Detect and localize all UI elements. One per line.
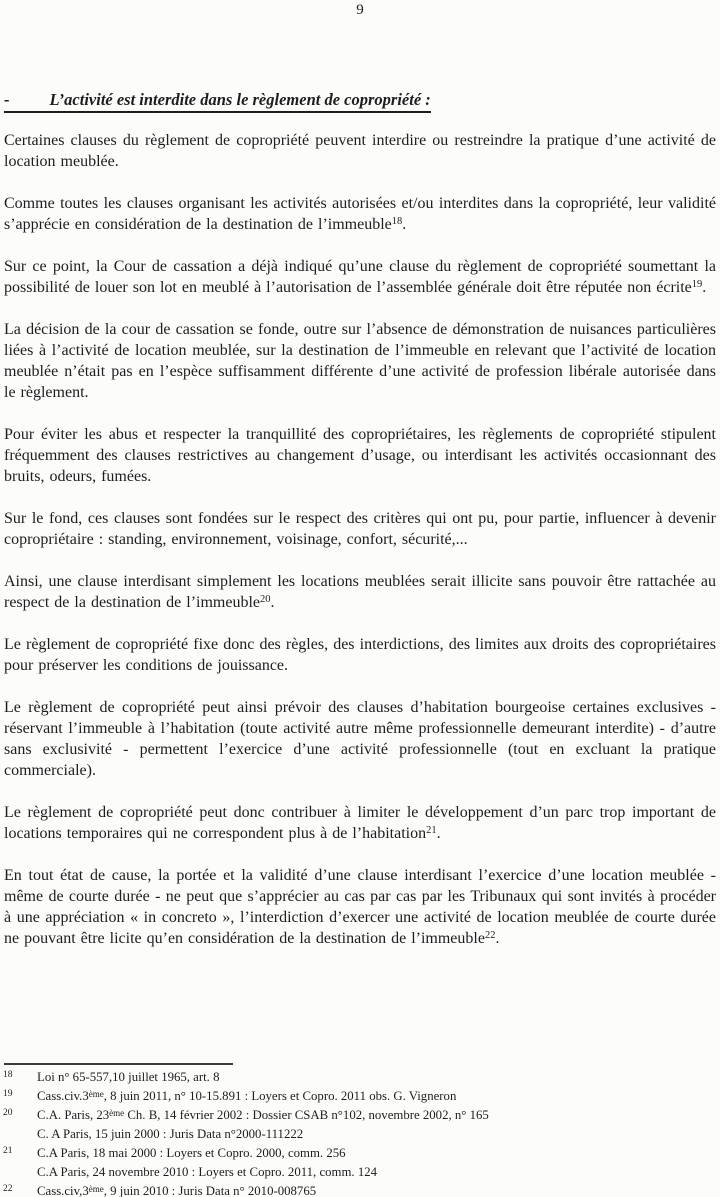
footnote-line bbox=[3, 1068, 718, 1087]
footnote-line bbox=[3, 1125, 718, 1144]
heading-dash: - bbox=[4, 90, 10, 109]
footnote-ref: 20 bbox=[260, 594, 271, 605]
paragraph: Pour éviter les abus et respecter la tranquillité des copropriétaires, les règlements de copropriété stipulent fréquemment des clauses restrictives au changement d’usage, ou interdisant les activités occasionnant des bruits, odeurs, fumées. bbox=[4, 426, 716, 485]
paragraph: Comme toutes les clauses organisant les activités autorisées et/ou interdites dans la copropriété, leur validité s’apprécie en considération de la destination de l’immeuble$^{18}$. bbox=[4, 195, 716, 233]
footnote-ref: ème bbox=[88, 1184, 104, 1194]
footnote-number bbox=[3, 1161, 37, 1180]
footnote-text: C.A. Paris, 23ème Ch. B, 14 février 2002 : Dossier CSAB n°102, novembre 2002, n° 165 bbox=[37, 1108, 489, 1122]
body-paragraphs bbox=[4, 130, 716, 949]
footnote-number: 19 bbox=[3, 1089, 13, 1099]
page-content bbox=[4, 90, 716, 970]
paragraph: Le règlement de copropriété fixe donc des règles, des interdictions, des limites aux droits des copropriétaires pour préserver les conditions de jouissance. bbox=[4, 636, 716, 674]
footnote-separator bbox=[4, 1063, 233, 1065]
footnote-ref: 19 bbox=[691, 279, 703, 290]
footnote-text: Cass.civ,3ème, 9 juin 2010 : Juris Data n° 2010-008765 bbox=[37, 1184, 317, 1197]
paragraph: Le règlement de copropriété peut ainsi prévoir des clauses d’habitation bourgeoise certaines exclusives - réservant l’immeuble à l’habitation (toute activité autre même professionnelle demeurant interdite) - d’autre sans exclusivité - permettent l’exercice d’une activité professionnelle (tout en excluant la pratique commerciale). bbox=[4, 699, 716, 779]
footnote-number bbox=[3, 1123, 37, 1142]
footnote-line bbox=[3, 1144, 718, 1163]
heading-text: L’activité est interdite dans le règlement de copropriété : bbox=[49, 90, 431, 109]
footnote-text: Loi n° 65-557,10 juillet 1965, art. 8 bbox=[37, 1070, 220, 1084]
section-heading bbox=[4, 90, 716, 113]
footnotes bbox=[3, 1068, 718, 1197]
footnote-line bbox=[3, 1163, 718, 1182]
paragraph: Certaines clauses du règlement de copropriété peuvent interdire ou restreindre la pratique d’une activité de location meublée. bbox=[4, 132, 716, 170]
paragraph: La décision de la cour de cassation se fonde, outre sur l’absence de démonstration de nuisances particulières liées à l’activité de location meublée, sur la destination de l’immeuble en relevant que l’activité de location meublée n’était pas en l’espèce suffisamment différente d’une activité de profession libérale autorisée dans le règlement. bbox=[4, 321, 716, 401]
footnote-line bbox=[3, 1106, 718, 1125]
paragraph: En tout état de cause, la portée et la validité d’une clause interdisant l’exercice d’une location meublée - même de courte durée - ne peut que s’apprécier au cas par cas par les Tribunaux qui sont invités à procéder à une appréciation « in concreto », l’interdiction d’exercer une activité de location meublée de courte durée ne pouvant être licite qu’en considération de la destination de l’immeuble$^{22}$. bbox=[4, 867, 716, 947]
footnote-line bbox=[3, 1087, 718, 1106]
paragraph: Ainsi, une clause interdisant simplement les locations meublées serait illicite sans pouvoir être rattachée au respect de la destination de l’immeuble$^{20}$. bbox=[4, 573, 716, 611]
footnote-ref: ème bbox=[88, 1089, 104, 1099]
footnote-list bbox=[3, 1068, 718, 1197]
footnote-text: C.A Paris, 18 mai 2000 : Loyers et Copro. 2000, comm. 256 bbox=[37, 1146, 346, 1160]
section-heading-underline bbox=[4, 90, 431, 113]
footnote-text: C.A Paris, 24 novembre 2010 : Loyers et Copro. 2011, comm. 124 bbox=[37, 1165, 378, 1179]
paragraph: Sur ce point, la Cour de cassation a déjà indiqué qu’une clause du règlement de copropriété soumettant la possibilité de louer son lot en meublé à l’autorisation de l’assemblée générale doit être réputée non écrite$^{19}$. bbox=[4, 258, 716, 296]
paragraph: Le règlement de copropriété peut donc contribuer à limiter le développement d’un parc trop important de locations temporaires qui ne correspondent plus à de l’habitation$^{21}$. bbox=[4, 804, 716, 842]
paragraph: Sur le fond, ces clauses sont fondées sur le respect des critères qui ont pu, pour partie, influencer à devenir copropriétaire : standing, environnement, voisinage, confort, sécurité,... bbox=[4, 510, 716, 548]
footnote-ref: ème bbox=[109, 1108, 125, 1118]
footnote-number: 18 bbox=[3, 1070, 13, 1080]
footnote-number: 21 bbox=[3, 1146, 13, 1156]
footnote-line bbox=[3, 1182, 718, 1197]
footnote-number: 20 bbox=[3, 1108, 13, 1118]
footnote-text: C. A Paris, 15 juin 2000 : Juris Data n°2000-111222 bbox=[37, 1127, 304, 1141]
footnote-number: 22 bbox=[3, 1184, 13, 1194]
footnote-text: Cass.civ.3ème, 8 juin 2011, n° 10-15.891 : Loyers et Copro. 2011 obs. G. Vigneron bbox=[37, 1089, 457, 1103]
footnote-ref: 18 bbox=[391, 216, 403, 227]
footnote-ref: 21 bbox=[426, 825, 437, 836]
page-number: 9 bbox=[356, 2, 364, 18]
footnote-ref: 22 bbox=[484, 930, 496, 941]
